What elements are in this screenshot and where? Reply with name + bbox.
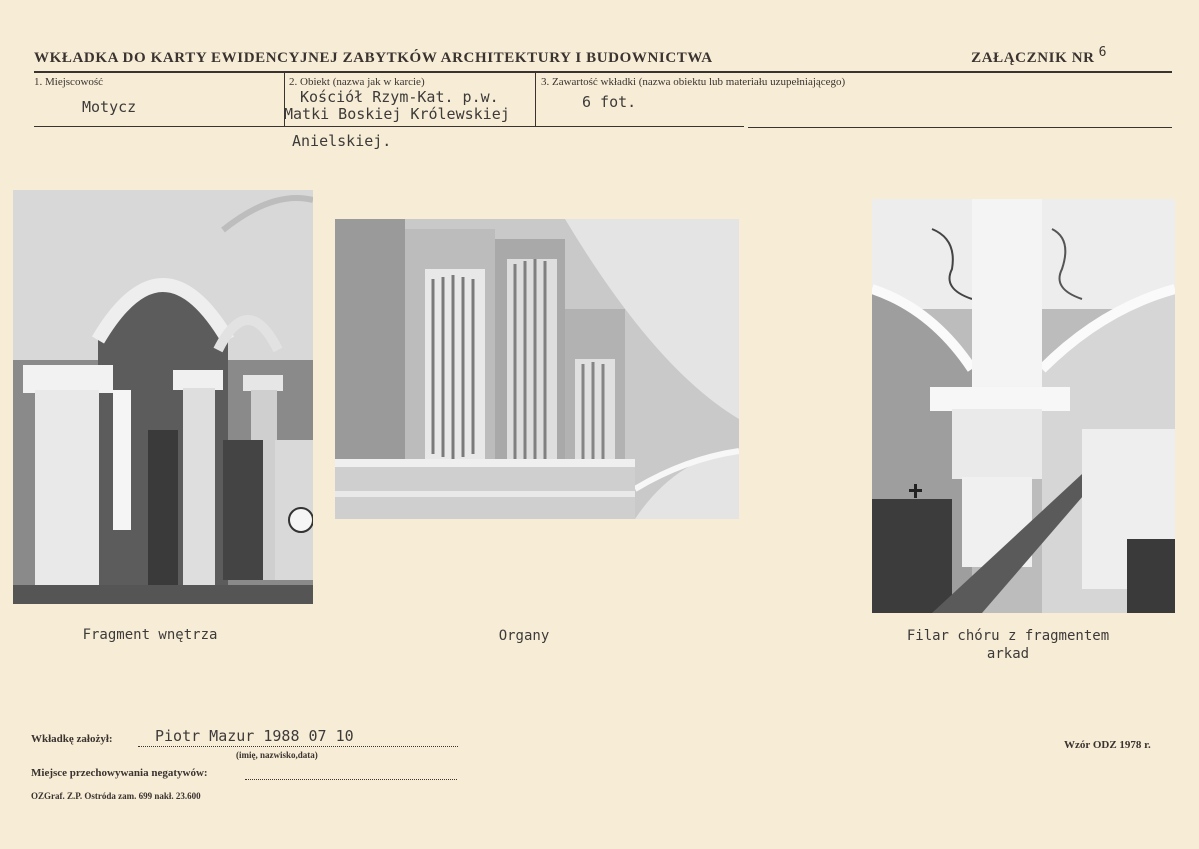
founded-value: Piotr Mazur 1988 07 10 xyxy=(155,727,354,745)
caption-organ: Organy xyxy=(498,628,550,644)
object-value-line1: Kościół Rzym-Kat. p.w. xyxy=(300,88,499,106)
annex-label-text: ZAŁĄCZNIK NR xyxy=(971,50,1095,66)
field-divider-2 xyxy=(535,73,536,127)
founded-label: Wkładkę założył: xyxy=(31,733,113,745)
founded-hint: (imię, nazwisko,data) xyxy=(236,750,318,760)
template-ref: Wzór ODZ 1978 r. xyxy=(1064,739,1151,751)
photo-choir-pillar xyxy=(872,199,1175,613)
photo-organ xyxy=(335,219,739,519)
form-title: WKŁADKA DO KARTY EWIDENCYJNEJ ZABYTKÓW ARCHITEKTURY I BUDOWNICTWA xyxy=(34,50,713,66)
founded-dotted-line xyxy=(138,745,458,747)
printer-note: OZGraf. Z.P. Ostróda zam. 699 nakł. 23.600 xyxy=(31,791,201,801)
storage-dotted-line xyxy=(245,778,457,780)
content-value: 6 fot. xyxy=(582,93,637,111)
caption-interior: Fragment wnętrza xyxy=(82,627,218,643)
fields-bottom-rule xyxy=(34,126,744,127)
annex-number: 6 xyxy=(1098,45,1107,60)
annex-label xyxy=(971,45,1107,67)
object-value-line3: Anielskiej. xyxy=(292,132,392,150)
object-value-line2: Matki Boskiej Królewskiej xyxy=(284,105,510,123)
photo-interior xyxy=(13,190,313,604)
caption-choir-pillar-line2: arkad xyxy=(986,646,1030,662)
header-rule xyxy=(34,71,1172,73)
content-label: 3. Zawartość wkładki (nazwa obiektu lub materiału uzupełniającego) xyxy=(541,76,846,88)
object-label: 2. Obiekt (nazwa jak w karcie) xyxy=(289,76,425,88)
caption-choir-pillar-line1: Filar chóru z fragmentem xyxy=(906,628,1110,644)
locality-label: 1. Miejscowość xyxy=(34,76,104,88)
storage-label: Miejsce przechowywania negatywów: xyxy=(31,767,208,779)
fields-bottom-rule-right xyxy=(748,127,1172,128)
locality-value: Motycz xyxy=(82,98,137,116)
